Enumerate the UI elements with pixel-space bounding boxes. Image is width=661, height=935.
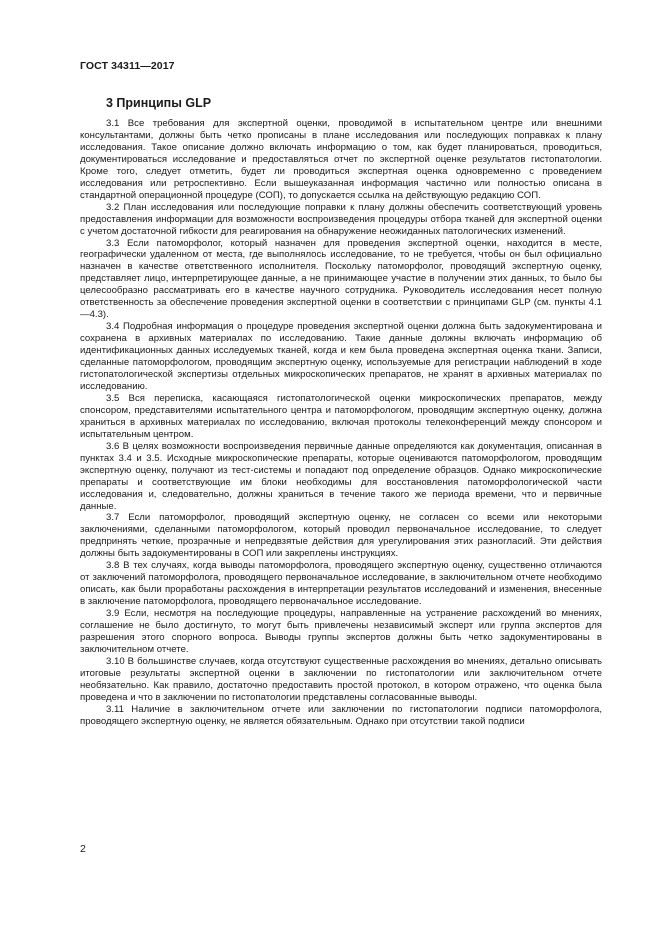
paragraph-3-5: 3.5 Вся переписка, касающаяся гистопатологической оценки микроскопических препаратов, между спонсором, представителями испытательного центра и патоморфологом, проводящим экспертную оценку, должна храниться в архивных материалах по исследованию, включая протоколы телеконференций между спонсором и испытательным центром. xyxy=(80,392,602,440)
section-body xyxy=(80,118,602,728)
paragraph-3-8: 3.8 В тех случаях, когда выводы патоморфолога, проводящего экспертную оценку, существенно отличаются от заключений патоморфолога, проводящего первоначальное исследование, в заключительном отчете необходимо описать, как были проработаны расхождения в интерпретации результатов исследований и изменения, внесенные в заключение патоморфолога, проводящего первоначальное исследование. xyxy=(80,560,602,608)
paragraph-3-1: 3.1 Все требования для экспертной оценки, проводимой в испытательном центре или внешними консультантами, должны быть четко прописаны в плане исследования или последующих поправках к плану исследования. Такое описание должно включать информацию о том, как будет планироваться, проводиться, документироваться исследование и предоставляться отчет по экспертной оценке результатов гистопатологии. Кроме того, следует отметить, будет ли проводиться экспертная оценка одновременно с проведением исследования или ретроспективно. Если вышеуказанная информация частично или полностью описана в стандартной операционной процедуре (СОП), то допускается ссылка на действующую редакцию СОП. xyxy=(80,118,602,201)
paragraph-3-4: 3.4 Подробная информация о процедуре проведения экспертной оценки должна быть задокументирована и сохранена в архивных материалах по исследованию. Такие данные должны включать информацию об идентификационных данных исследуемых тканей, когда и кем была проведена экспертная оценка ткани. Записи, сделанные патоморфологом, проводящим экспертную оценку, используемые для регистрации наблюдений в ходе гистопатологической экспертизы отдельных микроскопических препаратов, не хранят в архивных материалах по исследованию. xyxy=(80,321,602,392)
paragraph-3-9: 3.9 Если, несмотря на последующие процедуры, направленные на устранение расхождений во мнениях, соглашение не было достигнуто, то могут быть привлечены независимый эксперт или группа экспертов для разрешения этого спорного вопроса. Выводы группы экспертов должны быть четко задокументированы в заключительном отчете. xyxy=(80,608,602,655)
paragraph-3-7: 3.7 Если патоморфолог, проводящий экспертную оценку, не согласен со всеми или некоторыми заключениями, сделанными патоморфологом, который проводил первоначальное исследование, то следует предпринять четкие, прозрачные и непредвзятые действия для урегулирования этих разногласий. Эти действия должны быть задокументированы в СОП или закреплены инструкциях. xyxy=(80,512,602,560)
paragraph-3-3: 3.3 Если патоморфолог, который назначен для проведения экспертной оценки, находится в месте, географически удаленном от места, где выполнялось исследование, то не требуется, чтобы он был официально назначен в качестве ответственного исполнителя. Поскольку патоморфолог, проводящий экспертную оценку, представляет лицо, интерпретирующее данные, а не принимающее участие в получении этих данных, то было бы целесообразно рассматривать его в качестве научного сотрудника. Руководитель исследования несет полную ответственность за обеспечение проведения экспертной оценки в соответствии с принципами GLP (см. пункты 4.1—4.3). xyxy=(80,237,602,321)
paragraph-3-11: 3.11 Наличие в заключительном отчете или заключении по гистопатологии подписи патоморфолога, проводящего экспертную оценку, не является обязательным. Однако при отсутствии такой подписи xyxy=(80,703,602,727)
paragraph-3-2: 3.2 План исследования или последующие поправки к плану должны обеспечить соответствующий уровень предоставления информации для возможности воспроизведения процедуры отбора тканей для экспертной оценки с учетом достаточной гибкости для реагирования на обнаружение неожиданных патологических изменений. xyxy=(80,201,602,237)
section-title: 3 Принципы GLP xyxy=(106,96,212,110)
page-number: 2 xyxy=(80,843,86,855)
document-code: ГОСТ 34311—2017 xyxy=(80,60,175,72)
paragraph-3-10: 3.10 В большинстве случаев, когда отсутствуют существенные расхождения во мнениях, детально описывать итоговые результаты экспертной оценки в заключении по гистопатологии или заключительном отчете необязательно. Как правило, достаточно предоставить простой протокол, в котором отражено, что оценка была проведена и что в заключении по гистопатологии представлены согласованные выводы. xyxy=(80,655,602,703)
paragraph-3-6: 3.6 В целях возможности воспроизведения первичные данные определяются как документация, описанная в пунктах 3.4 и 3.5. Исходные микроскопические препараты, которые оцениваются патоморфологом, проводящим экспертную оценку, получают из тест-системы и попадают под определение образцов. Однако микроскопические препараты и соответствующие им блоки необходимы для восстановления патоморфологической части исследования и, следовательно, должны храниться в течение такого же периода времени, что и первичные данные. xyxy=(80,440,602,512)
